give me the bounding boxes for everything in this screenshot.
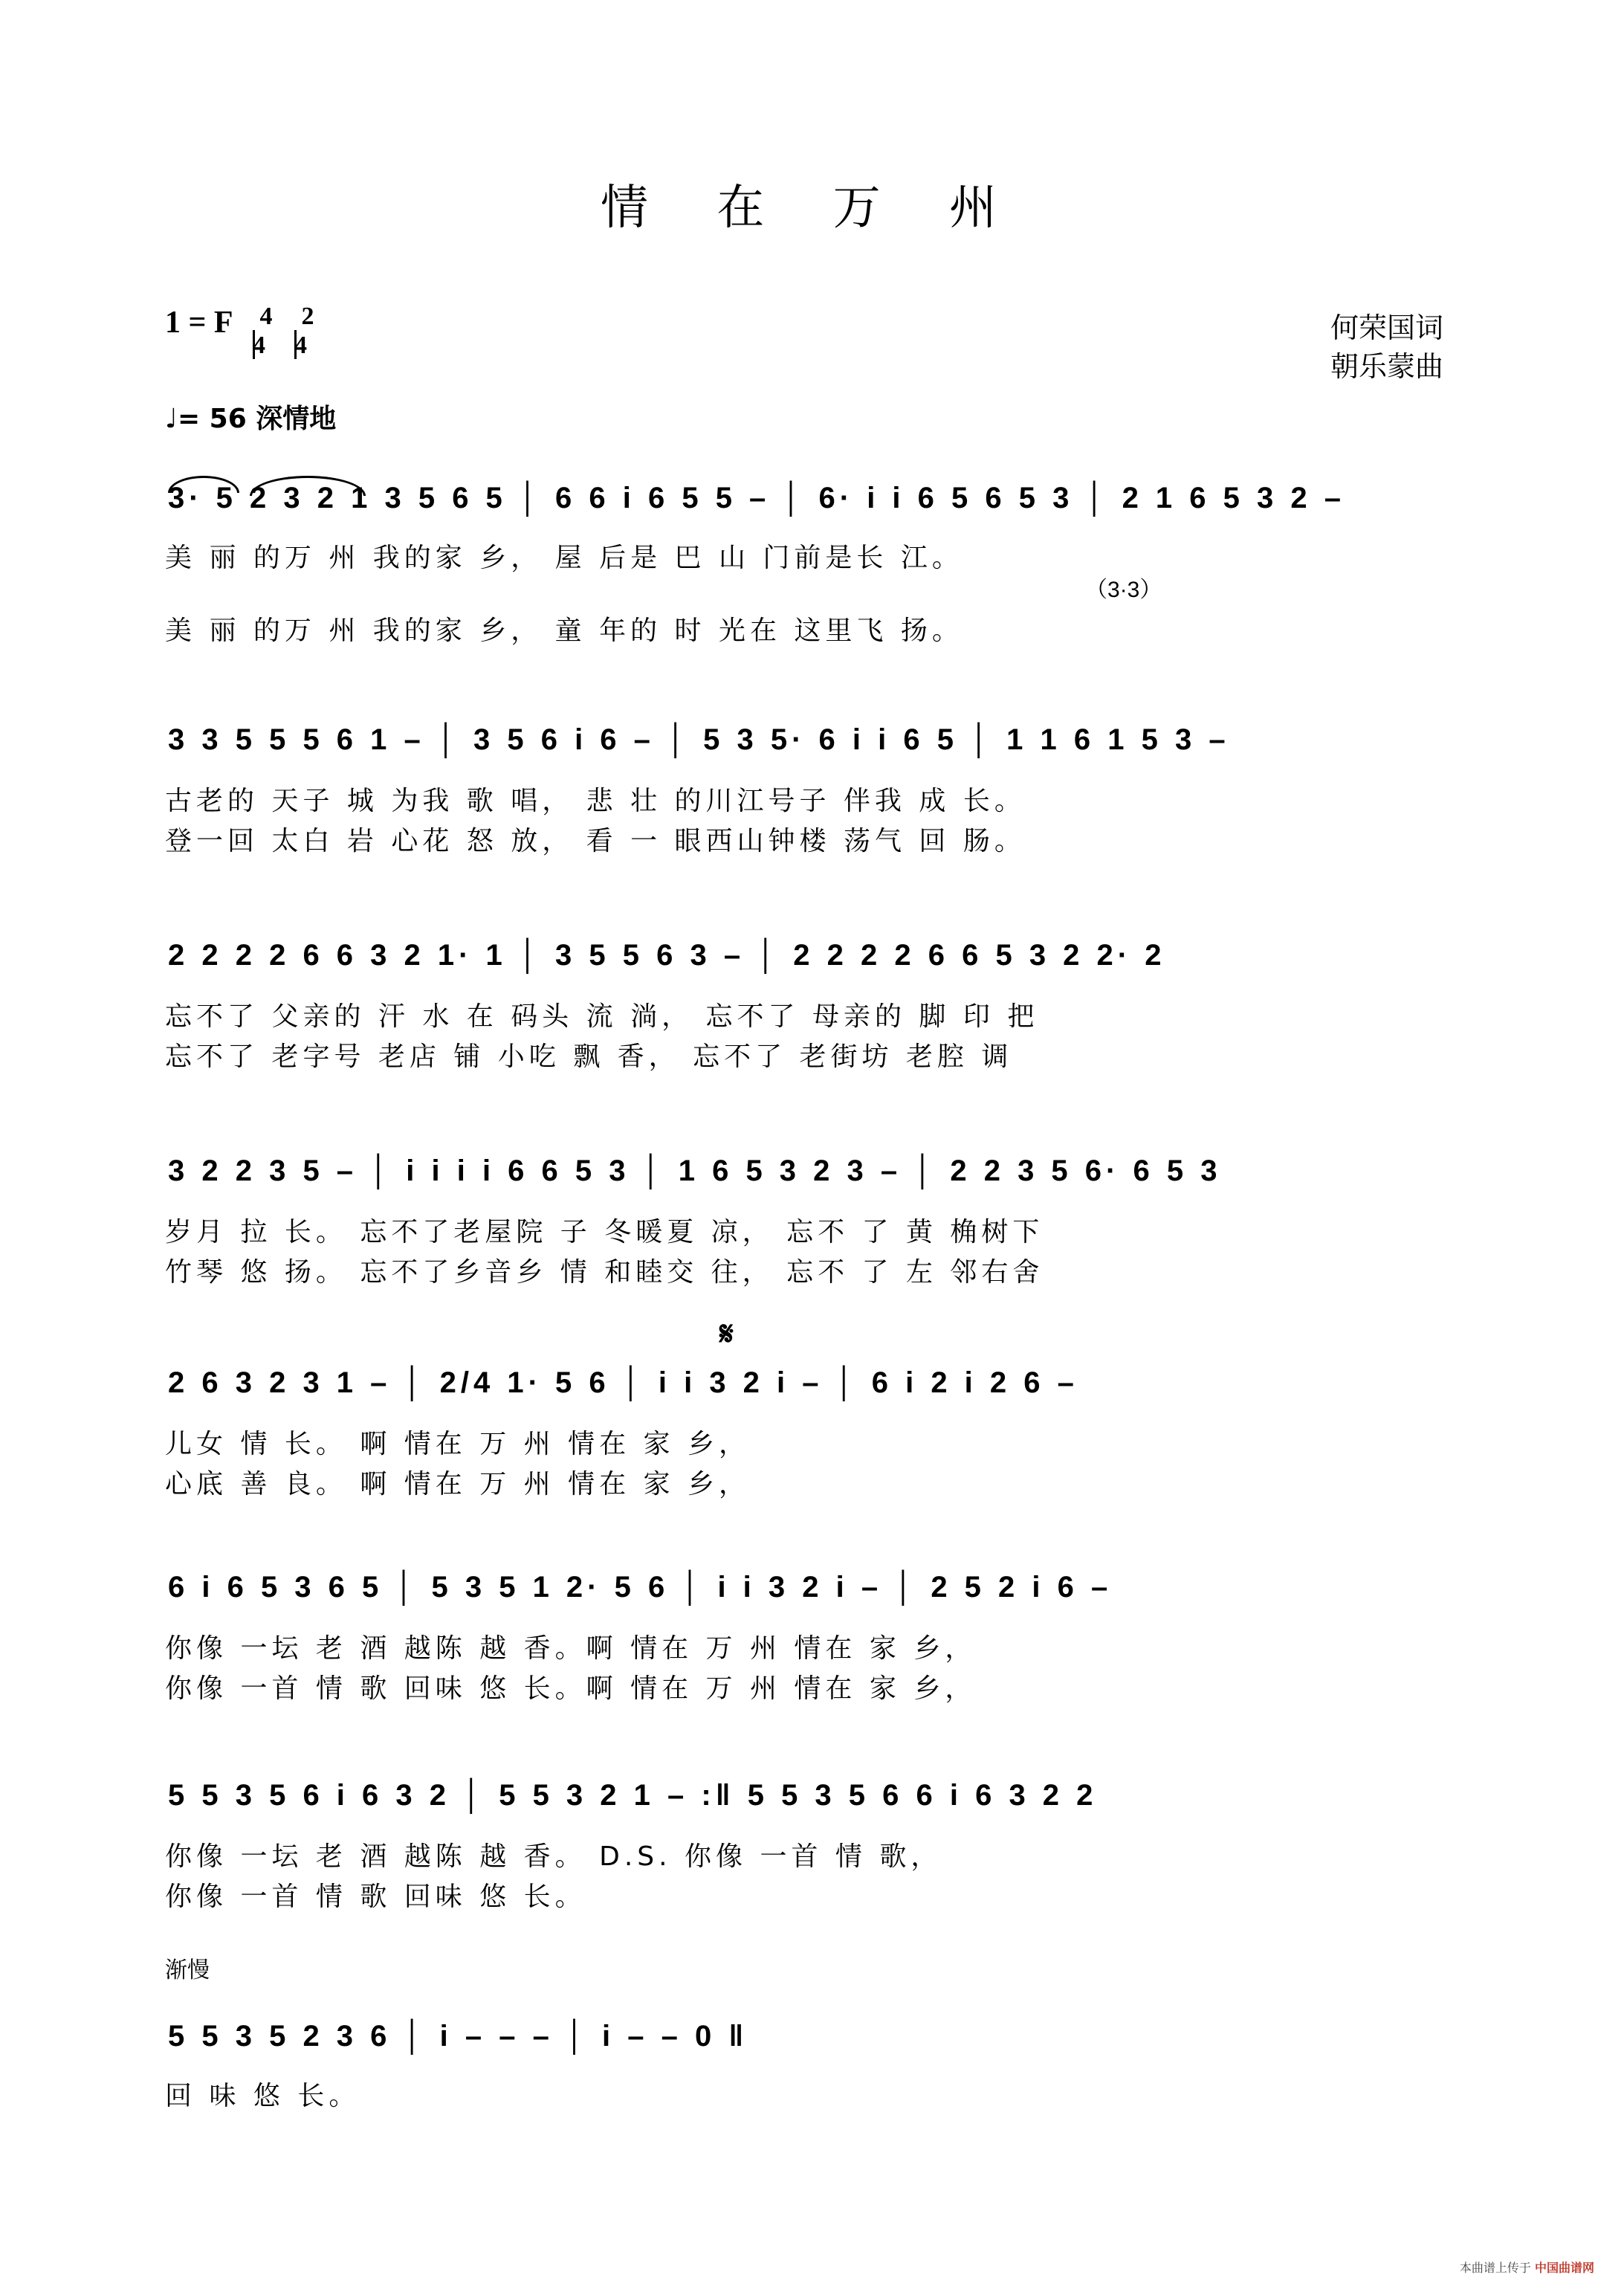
- notation-line: 5 5 3 5 6 i 6 3 2 │ 5 5 3 2 1 – :‖ 5 5 3 5 6 6 i 6 3 2 2: [168, 1779, 1098, 1812]
- lyric-verse-2: 美 丽 的万 州 我的家 乡， 童 年的 时 光在 这里飞 扬。: [165, 616, 963, 646]
- tempo-marking: ♩= 56 深情地: [165, 404, 337, 434]
- lyric-verse-1: 你像 一坛 老 酒 越陈 越 香。 D.S. 你像 一首 情 歌，: [165, 1841, 942, 1872]
- notation-line: 2 2 2 2 6 6 3 2 1· 1 │ 3 5 5 6 3 – │ 2 2 2 2 6 6 5 3 2 2· 2: [168, 939, 1166, 972]
- footer-note: 本曲谱上传于: [1459, 2261, 1531, 2275]
- lyric-verse-2: 你像 一首 情 歌 回味 悠 长。啊 情在 万 州 情在 家 乡，: [165, 1673, 977, 1704]
- song-title: 情 在 万 州: [600, 181, 1024, 236]
- time-signature-2-4: [294, 303, 321, 359]
- key-signature: 1 = F: [165, 306, 233, 340]
- notation-line: 3· 5 2 3 2 1 3 5 6 5 │ 6 6 i 6 5 5 – │ 6· i i 6 5 6 5 3 │ 2 1 6 5 3 2 –: [168, 482, 1345, 514]
- lyric-verse-2: 忘不了 老字号 老店 铺 小吃 飘 香， 忘不了 老街坊 老腔 调: [165, 1042, 1013, 1072]
- footer-credit: [1460, 2258, 1594, 2276]
- time-signature-4-4: [253, 303, 279, 359]
- meter-bottom-2: 4: [294, 332, 307, 359]
- lyric-verse-1: 忘不了 父亲的 汗 水 在 码头 流 淌， 忘不了 母亲的 脚 印 把: [165, 1001, 1039, 1032]
- notation-line: 3 2 2 3 5 – │ i i i i 6 6 5 3 │ 1 6 5 3 2 3 – │ 2 2 3 5 6· 6 5 3: [168, 1155, 1222, 1187]
- lyric-verse-2: 心底 善 良。 啊 情在 万 州 情在 家 乡，: [165, 1469, 750, 1499]
- segno-sign: 𝄋: [719, 1316, 734, 1352]
- tempo-change-marking: 渐慢: [165, 1958, 210, 1983]
- lyric-verse-2: 你像 一首 情 歌 回味 悠 长。: [165, 1882, 586, 1912]
- notation-line: 3 3 5 5 5 6 1 – │ 3 5 6 i 6 – │ 5 3 5· 6 i i 6 5 │ 1 1 6 1 5 3 –: [168, 723, 1230, 756]
- lyric-verse-1: 美 丽 的万 州 我的家 乡， 屋 后是 巴 山 门前是长 江。: [165, 543, 963, 573]
- lyricist-credit: 何荣国词: [1330, 311, 1443, 344]
- lyric-verse-2: 竹琴 悠 扬。 忘不了乡音乡 情 和睦交 往， 忘不 了 左 邻右舍: [165, 1257, 1044, 1288]
- composer-credit: 朝乐蒙曲: [1330, 350, 1443, 383]
- notation-line: 5 5 3 5 2 3 6 │ i – – – │ i – – 0 ‖: [168, 2020, 748, 2053]
- meter-top-2: 2: [301, 303, 314, 330]
- notation-line: 2 6 3 2 3 1 – │ 2/4 1· 5 6 │ i i 3 2 i – │ 6 i 2 i 2 6 –: [168, 1366, 1078, 1399]
- lyric-verse-1: 古老的 天子 城 为我 歌 唱， 悲 壮 的川江号子 伴我 成 长。: [165, 786, 1026, 816]
- lyric-verse-2: 登一回 太白 岩 心花 怒 放， 看 一 眼西山钟楼 荡气 回 肠。: [165, 826, 1026, 856]
- lyric-verse-1: 回 味 悠 长。: [165, 2081, 360, 2111]
- meter-bottom-1: 4: [253, 332, 265, 359]
- lyric-verse-1: 岁月 拉 长。 忘不了老屋院 子 冬暖夏 凉， 忘不 了 黄 桷树下: [165, 1217, 1044, 1247]
- footer-brand[interactable]: 中国曲谱网: [1534, 2261, 1594, 2275]
- lyric-verse-1: 儿女 情 长。 啊 情在 万 州 情在 家 乡，: [165, 1429, 750, 1459]
- meter-top-1: 4: [259, 303, 273, 330]
- bracket-note: （3·3）: [1085, 578, 1162, 602]
- lyric-verse-1: 你像 一坛 老 酒 越陈 越 香。啊 情在 万 州 情在 家 乡，: [165, 1633, 977, 1664]
- notation-line: 6 i 6 5 3 6 5 │ 5 3 5 1 2· 5 6 │ i i 3 2 i – │ 2 5 2 i 6 –: [168, 1571, 1113, 1604]
